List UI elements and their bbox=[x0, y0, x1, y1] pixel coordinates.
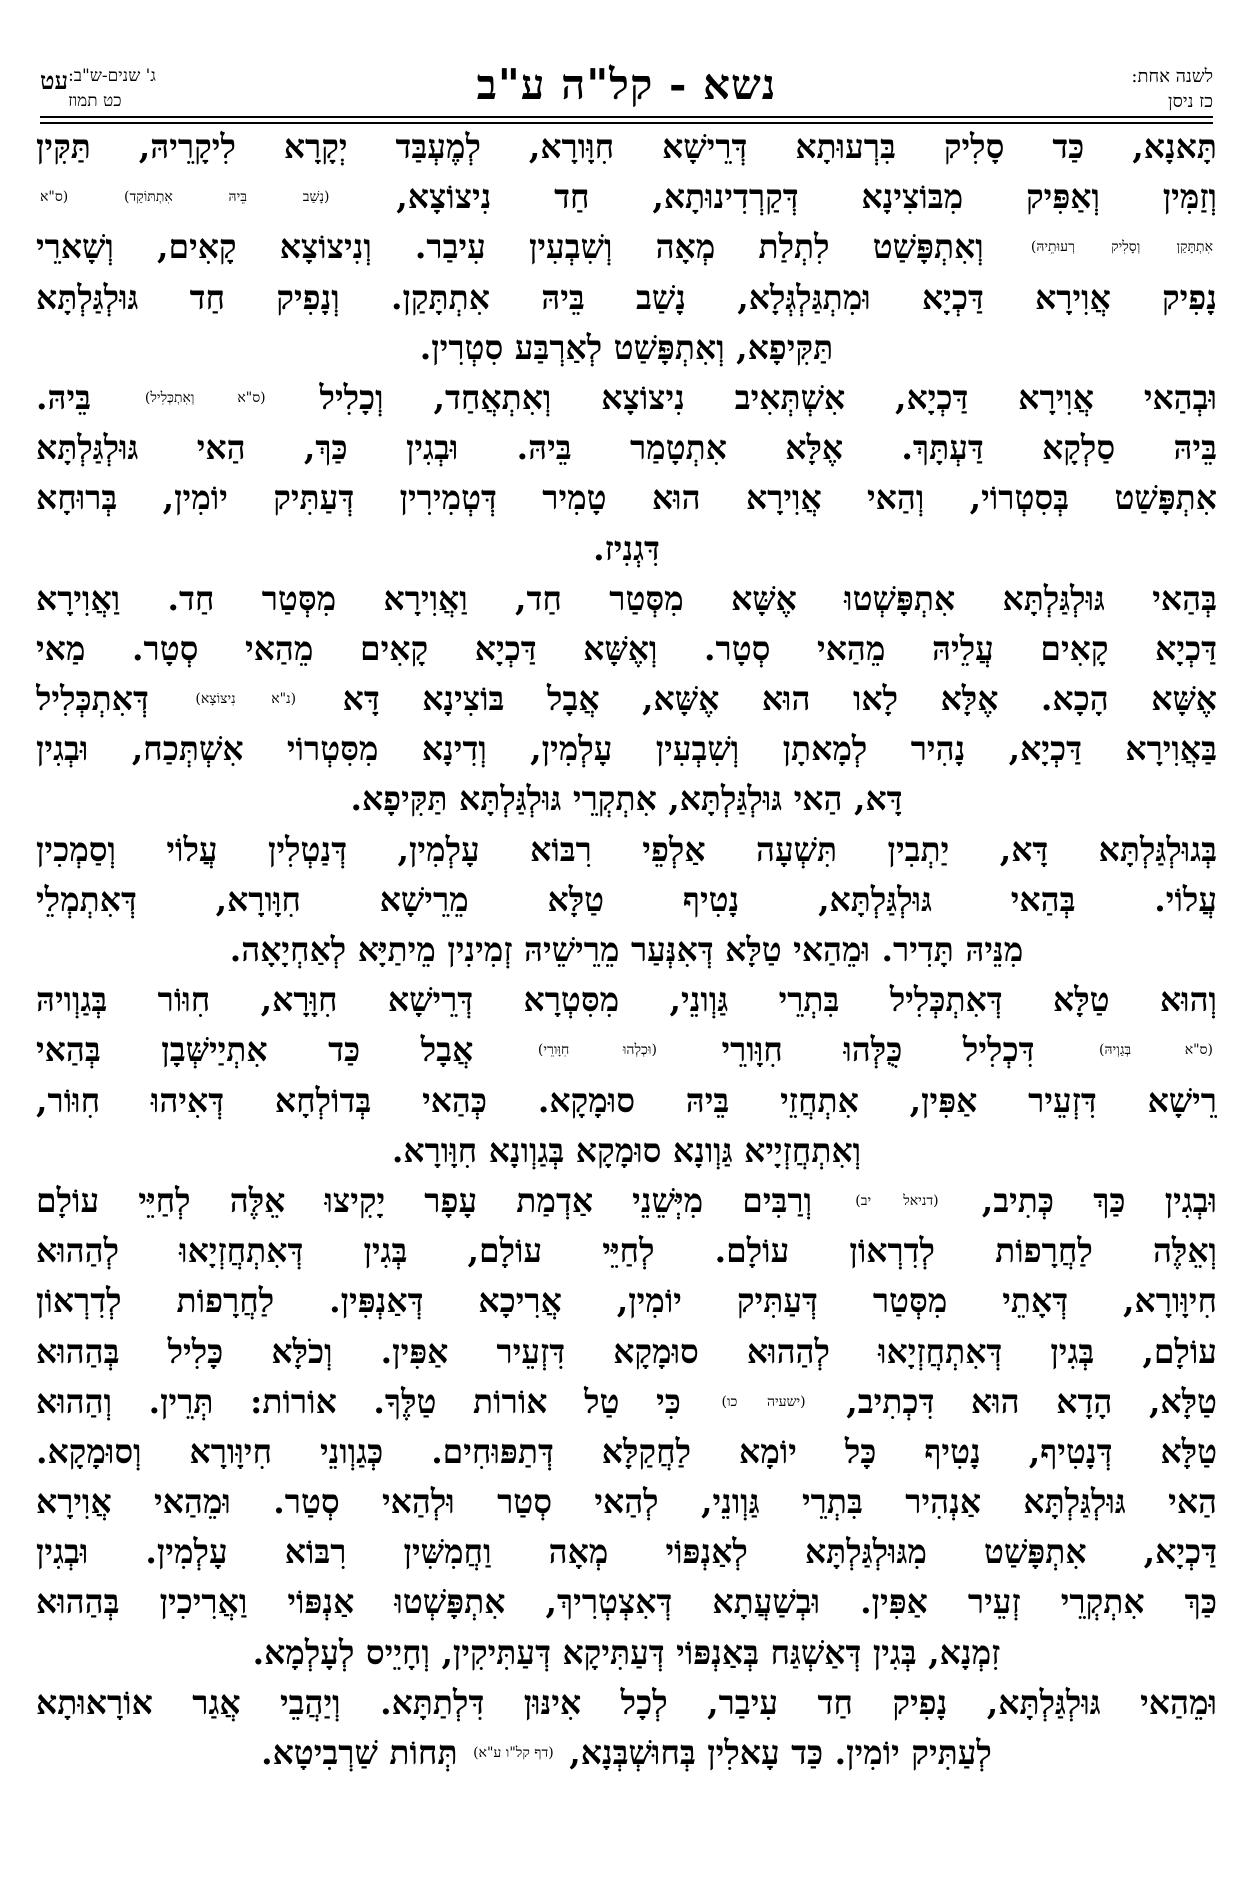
text-line bbox=[36, 875, 1217, 925]
text-run: נָפִיק אֲוִירָא דַּכְיָא וּמִתְגַּלְגְּלָא, נָשַׁב בֵּיהּ אִתְתָּקַן. וְנָפִיק חַד גּוּלְגַּלְתָּא bbox=[36, 277, 1217, 317]
source-note: (נָשַׁב בֵּיהּ אִתְתּוֹקַד) (ס"א bbox=[40, 189, 330, 206]
text-run: בְּגוּלְגַּלְתָּא דָּא, יַתְבִין תִּשְׁעָה אַלְפֵי רִבּוֹא עָלְמִין, דְּנַטְלִין עֲלוֹי וְסַמְכִין bbox=[36, 829, 1217, 869]
text-line bbox=[36, 1678, 1217, 1728]
text-line bbox=[36, 1025, 1217, 1075]
text-run: תַּקִּיפָא, וְאִתְפָּשַׁט לְאַרְבַּע סִטְרִין. bbox=[419, 327, 834, 367]
text-run: חִיוָּורָא, דְּאָתֵי מִסְּטַר דְּעַתִּיק יוֹמִין, אֲרִיכָא דְּאַנְפִּין. לַחֲרָפוֹת לְדִרְאוֹן bbox=[36, 1281, 1217, 1321]
source-note: (דף קל"ו ע"א) bbox=[473, 1745, 554, 1761]
text-line bbox=[36, 1126, 1217, 1176]
text-run: דִּגְנִיז. bbox=[593, 528, 660, 568]
text-run: וְאִתְפָּשַׁט לִתְלַת מְאָה וְשִׁבְעִין עִיבַר. וְנִיצוֹצָא קָאִים, וְשָׁארֵי bbox=[36, 227, 984, 267]
text-run: תְּחוֹת שַׁרְבִיטָא. bbox=[261, 1733, 458, 1772]
folio-number: עט bbox=[40, 66, 69, 95]
source-note: (נ"א נִיצוֹצָא) bbox=[195, 691, 297, 708]
text-run: כַּךְ אִתְקְרֵי זְעֵיר אַפִּין. וּבְשַׁעֲתָא דְּאִצְטְרִיךְ, אִתְפָּשְׁטוּ אַנְפּוֹי וַאֲרִיכִין בְּהַהוּא bbox=[36, 1582, 1217, 1622]
header-rule bbox=[40, 116, 1213, 118]
text-line bbox=[36, 925, 1217, 975]
text-run: תָּאנָא, כַּד סָלִיק בִּרְעוּתָא דְּרֵישָׁא חִוָּורָא, לְמֶעְבַּד יְקָרָא לִיקָרֵיהּ, תַּקִּין bbox=[36, 127, 1217, 166]
running-header bbox=[40, 58, 1213, 120]
text-line bbox=[36, 1728, 1217, 1778]
text-line bbox=[36, 323, 1217, 373]
text-run: לְעַתִּיק יוֹמִין. כַּד עָאלִין בְּחוּשְׁבְּנָא, bbox=[569, 1733, 992, 1772]
text-line bbox=[36, 825, 1217, 875]
text-line bbox=[36, 724, 1217, 774]
text-run: זִמְנָא, בְּגִין דְּאַשְׁגַּח בְּאַנְפּוֹי דְּעַתִּיקָא דְּעַתִּיקִין, וְחָיֵיס לְעָלְמָא. bbox=[252, 1632, 1001, 1672]
text-run: דִּכְלִיל כֻּלְּהוּ חִוָּורֵי bbox=[721, 1030, 1035, 1070]
source-note: (ישעיה כו) bbox=[721, 1393, 806, 1410]
text-run: הַאי גּוּלְגַּלְתָּא אַנְהִיר בִּתְרֵי גַּוְונֵי, לְהַאי סְטַר וּלְהַאי סְטַר. וּמֵהַאי אֲוִירָא bbox=[36, 1482, 1217, 1522]
text-line bbox=[36, 1276, 1217, 1326]
text-run: רֵישָׁא דִּזְעֵיר אַפִּין, אִתְחֲזֵי בֵּיהּ סוּמָקָא. כְּהַאי בְּדוֹלְחָא דְּאִיהוּ חִוּוֹר, bbox=[36, 1080, 1217, 1120]
text-line bbox=[36, 1477, 1217, 1527]
schedule-date: כט תמוז bbox=[68, 91, 122, 111]
text-run: דַּכְיָא, אִתְפָּשַׁט מִגּוּלְגַּלְתָּא לְאַנְפּוֹי מְאָה וַחֲמִשִּׁין רִבּוֹא עָלְמִין. וּבְגִין bbox=[36, 1532, 1217, 1572]
text-line bbox=[36, 624, 1217, 674]
page-title: נשא - קל"ה ע"ב bbox=[476, 60, 777, 109]
text-run: וְאֵלֶּה לַחֲרָפוֹת לְדִרְאוֹן עוֹלָם. לְחַיֵּי עוֹלָם, בְּגִין דְּאִתְחֲזְיָאוּ לְהַהוּא bbox=[36, 1231, 1217, 1271]
text-run: וְרַבִּים מִיְּשֵׁנֵי אַדְמַת עָפָר יָקִיצוּ אֵלֶּה לְחַיֵּי עוֹלָם bbox=[36, 1180, 813, 1220]
source-note: אִתְתָּקַן וְסָלִיק רְעוּתֵיהּ) bbox=[1030, 239, 1213, 256]
text-line bbox=[36, 1327, 1217, 1377]
text-line bbox=[36, 975, 1217, 1025]
text-run: וּבְהַאי אֲוִירָא דַּכְיָא, אִשְׁתְּאִיב נִיצוֹצָא וְאִתְאֲחַד, וְכָלִיל bbox=[319, 377, 1217, 417]
source-note: (וּכְלְהוּ חִוָּורֵי) bbox=[537, 1042, 657, 1059]
text-line bbox=[36, 1527, 1217, 1577]
text-line bbox=[36, 473, 1217, 523]
body-text bbox=[36, 122, 1217, 1778]
text-run: אִתְפָּשַׁט בְּסִטְרוֹי, וְהַאי אֲוִירָא הוּא טָמִיר דְּטְמִירִין דְּעַתִּיק יוֹמִין, בְּרוּחָא bbox=[36, 478, 1217, 518]
text-line bbox=[36, 1577, 1217, 1627]
text-run: בְּהַאי גּוּלְגַּלְתָּא אִתְפָּשְׁטוּ אֶשָּׁא מִסְּטַר חַד, וַאֲוִירָא מִסְּטַר חַד. וַאֲוִירָא bbox=[36, 578, 1217, 618]
text-line bbox=[36, 122, 1217, 172]
text-run: וּמֵהַאי גּוּלְגַּלְתָּא, נָפִיק חַד עִיבַר, לְכָל אִינּוּן דִּלְתַתָּא. וְיַהֲבֵי אֲגַר אוֹרָאוּתָא bbox=[36, 1682, 1217, 1722]
text-run: עוֹלָם, בְּגִין דְּאִתְחֲזְיָאוּ לְהַהוּא סוּמָקָא דִּזְעֵיר אַפִּין. וְכֹלָּא כָּלִיל בְּהַהוּא bbox=[36, 1331, 1217, 1371]
text-run: בֵּיהּ סַלְקָא דַּעְתָּךְ. אֶלָּא אִתְטָמַר בֵּיהּ. וּבְגִין כַּךְ, הַאי גּוּלְגַּלְתָּא bbox=[36, 428, 1217, 468]
text-line bbox=[36, 774, 1217, 824]
text-run: אֲבָל כַּד אִתְיַישְּׁבָן בְּהַאי bbox=[36, 1030, 474, 1070]
text-run: דַּכְיָא קָאִים עֲלֵיהּ מֵהַאי סְטָר. וְאֶשָּׁא דַּכְיָא קָאִים מֵהַאי סְטָר. מַאי bbox=[36, 628, 1217, 668]
source-note: (ס"א וְאִתְכְּלִיל) bbox=[144, 389, 266, 406]
text-line bbox=[36, 1377, 1217, 1427]
text-line bbox=[36, 423, 1217, 473]
text-run: טַלָּא, הָדָא הוּא דִּכְתִיב, bbox=[846, 1381, 1217, 1421]
text-line bbox=[36, 674, 1217, 724]
text-line bbox=[36, 1176, 1217, 1226]
text-run: וְזַמִּין וְאַפִּיק מִבּוֹצִינָא דְּקַרְדִינוּתָא, חַד נִיצוֹצָא, bbox=[396, 177, 1217, 217]
source-note: (ס"א בְּגַוְיהּ) bbox=[1099, 1042, 1213, 1059]
text-run: עֲלוֹי. בְּהַאי גּוּלְגַּלְתָּא, נָטִיף טַלָּא מֵרֵישָׁא חִוָּורָא, דְּאִתְמְלֵי bbox=[36, 879, 1217, 919]
text-line bbox=[36, 1427, 1217, 1477]
text-line bbox=[36, 222, 1217, 272]
schedule-label: לשנה אחת: bbox=[1131, 66, 1213, 87]
text-run: בֵּיהּ. bbox=[36, 377, 92, 417]
text-line bbox=[36, 373, 1217, 423]
text-run: וְאִתְחֲזְיָיא גַּוְונָא סוּמָקָא בְּגַוְונָא חִוָּורָא. bbox=[391, 1130, 862, 1170]
text-line bbox=[36, 524, 1217, 574]
text-line bbox=[36, 172, 1217, 222]
daily-schedule-three-year bbox=[40, 64, 182, 114]
schedule-label: ג' שנים-ש"ב: bbox=[68, 66, 156, 86]
text-run: אֶשָּׁא הָכָא. אֶלָּא לָאו הוּא אֶשָּׁא, אֲבָל בּוֹצִינָא דָּא bbox=[342, 679, 1217, 719]
text-run: דְּאִתְכְּלִיל bbox=[36, 679, 149, 719]
text-run: בַּאֲוִירָא דַּכְיָא, נָהִיר לְמָאתָן וְשִׁבְעִין עָלְמִין, וְדִינָא מִסִּטְרוֹי אִשְׁתְּכַח, וּבְגִין bbox=[36, 729, 1217, 769]
text-line bbox=[36, 1226, 1217, 1276]
text-line bbox=[36, 1076, 1217, 1126]
text-run: וְהוּא טַלָּא דְּאִתְכְּלִיל בִּתְרֵי גַּוְונֵי, מִסִּטְרָא דְּרֵישָׁא חִוָּרָא, חִוּוֹר בְּגַוְויהּ bbox=[36, 980, 1217, 1020]
text-line bbox=[36, 273, 1217, 323]
text-run: דָּא, הַאי גּוּלְגַּלְתָּא, אִתְקְרֵי גּוּלְגַּלְתָּא תַּקִּיפָא. bbox=[350, 779, 903, 819]
text-run: מִנֵּיהּ תָּדִיר. וּמֵהַאי טַלָּא דְּאִנְּעַר מֵרֵישֵׁיהּ זְמִינִין מֵיתַיָּא לְאַחְיָאָה. bbox=[229, 930, 1024, 969]
text-run: טַלָּא דְּנָטִיף, נָטִיף כָּל יוֹמָא לַחֲקַלָּא דְּתַפּוּחִים. כְּגַוְונֵי חִיוָּורָא וְסוּמָקָא. bbox=[36, 1431, 1217, 1471]
text-line bbox=[36, 1628, 1217, 1678]
text-line bbox=[36, 574, 1217, 624]
text-run: כִּי טַל אוֹרוֹת טַלֶּךָ. אוֹרוֹת: תְּרֵין. וְהַהוּא bbox=[36, 1381, 681, 1421]
source-note: (דניאל יב) bbox=[855, 1192, 939, 1209]
schedule-date: כז ניסן bbox=[1168, 91, 1213, 112]
text-run: וּבְגִין כַּךְ כְּתִיב, bbox=[981, 1180, 1217, 1220]
